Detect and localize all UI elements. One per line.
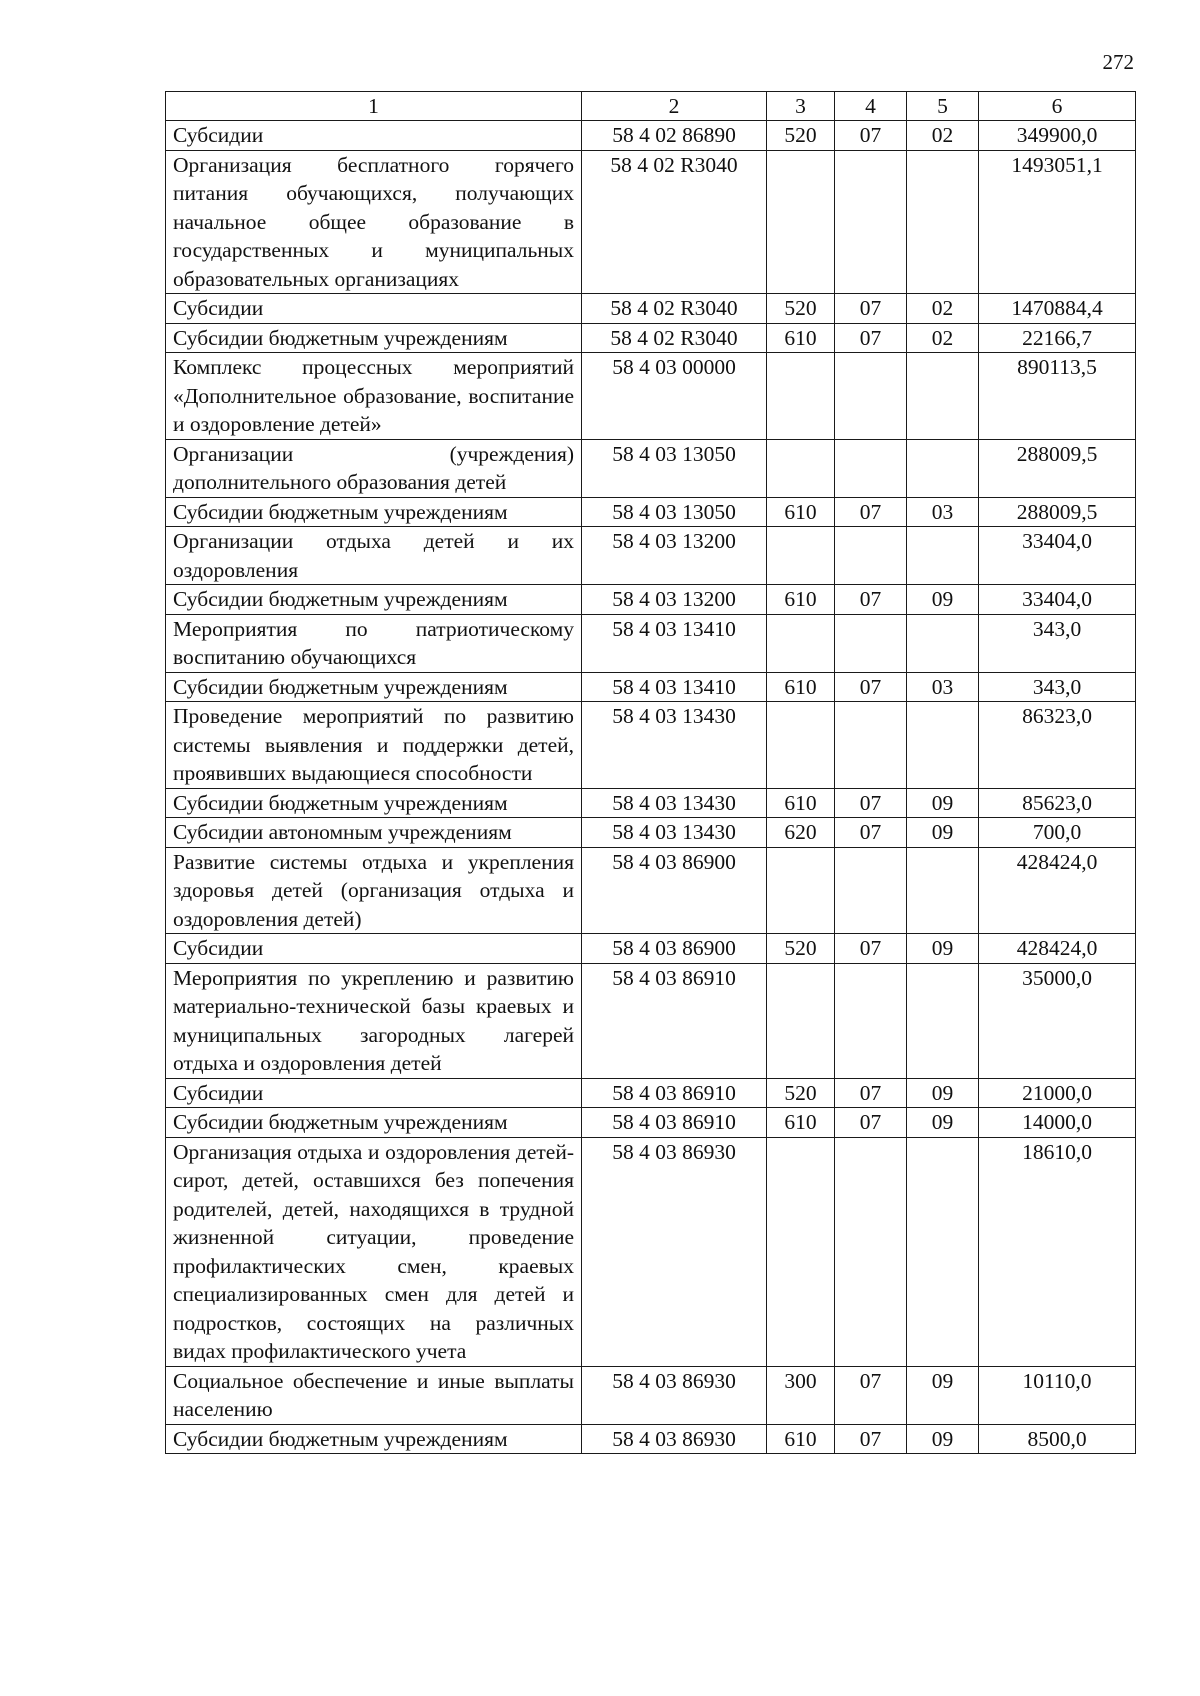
row-expense-type xyxy=(767,963,835,1078)
table-row xyxy=(166,1137,1136,1366)
row-subsection: 02 xyxy=(907,294,979,324)
row-subsection: 09 xyxy=(907,1424,979,1454)
row-name: Субсидии бюджетным учреждениям xyxy=(166,585,582,615)
row-code: 58 4 02 R3040 xyxy=(582,323,767,353)
row-expense-type xyxy=(767,702,835,789)
row-name: Субсидии xyxy=(166,294,582,324)
row-section xyxy=(835,702,907,789)
row-code: 58 4 03 13430 xyxy=(582,702,767,789)
row-subsection: 09 xyxy=(907,1366,979,1424)
row-section xyxy=(835,847,907,934)
row-section: 07 xyxy=(835,1424,907,1454)
row-amount: 343,0 xyxy=(979,614,1136,672)
table-row xyxy=(166,1366,1136,1424)
row-expense-type xyxy=(767,353,835,440)
row-subsection xyxy=(907,702,979,789)
row-code: 58 4 02 R3040 xyxy=(582,294,767,324)
table-row xyxy=(166,294,1136,324)
row-name: Мероприятия по патриотическому воспитанию обучающихся xyxy=(166,614,582,672)
row-code: 58 4 03 00000 xyxy=(582,353,767,440)
row-expense-type: 300 xyxy=(767,1366,835,1424)
row-subsection: 09 xyxy=(907,1108,979,1138)
row-expense-type xyxy=(767,614,835,672)
row-name: Субсидии xyxy=(166,121,582,151)
table-body xyxy=(166,121,1136,1454)
row-code: 58 4 03 86900 xyxy=(582,847,767,934)
row-name: Организация отдыха и оздоровления детей-сирот, детей, оставшихся без попечения родителей, детей, находящихся в трудной жизненной ситуации, проведение профилактических смен, краевых специализированных смен для детей и подростков, состоящих на различных видах профилактического учета xyxy=(166,1137,582,1366)
column-header: 6 xyxy=(979,92,1136,121)
row-name: Развитие системы отдыха и укрепления здоровья детей (организация отдыха и оздоровления детей) xyxy=(166,847,582,934)
row-code: 58 4 03 86930 xyxy=(582,1366,767,1424)
row-subsection: 02 xyxy=(907,323,979,353)
row-name: Субсидии xyxy=(166,934,582,964)
row-code: 58 4 03 13410 xyxy=(582,672,767,702)
row-code: 58 4 03 13430 xyxy=(582,818,767,848)
row-name: Организации (учреждения) дополнительного образования детей xyxy=(166,439,582,497)
row-section xyxy=(835,353,907,440)
row-subsection: 09 xyxy=(907,788,979,818)
row-code: 58 4 03 86910 xyxy=(582,1078,767,1108)
row-subsection: 09 xyxy=(907,934,979,964)
row-section: 07 xyxy=(835,323,907,353)
table-row xyxy=(166,439,1136,497)
row-amount: 33404,0 xyxy=(979,527,1136,585)
table-row xyxy=(166,121,1136,151)
row-amount: 8500,0 xyxy=(979,1424,1136,1454)
column-header: 5 xyxy=(907,92,979,121)
row-code: 58 4 02 86890 xyxy=(582,121,767,151)
table-row xyxy=(166,497,1136,527)
column-header: 2 xyxy=(582,92,767,121)
row-subsection xyxy=(907,1137,979,1366)
row-subsection xyxy=(907,847,979,934)
row-subsection xyxy=(907,353,979,440)
row-name: Субсидии бюджетным учреждениям xyxy=(166,1424,582,1454)
row-subsection: 09 xyxy=(907,818,979,848)
row-section xyxy=(835,614,907,672)
row-subsection xyxy=(907,614,979,672)
row-name: Субсидии бюджетным учреждениям xyxy=(166,1108,582,1138)
row-expense-type xyxy=(767,439,835,497)
row-code: 58 4 03 13200 xyxy=(582,585,767,615)
row-amount: 288009,5 xyxy=(979,439,1136,497)
row-section: 07 xyxy=(835,788,907,818)
row-code: 58 4 03 13430 xyxy=(582,788,767,818)
row-code: 58 4 03 86930 xyxy=(582,1424,767,1454)
row-code: 58 4 03 86900 xyxy=(582,934,767,964)
row-name: Организация бесплатного горячего питания обучающихся, получающих начальное общее образование в государственных и муниципальных образовательных организациях xyxy=(166,150,582,294)
row-amount: 35000,0 xyxy=(979,963,1136,1078)
row-amount: 85623,0 xyxy=(979,788,1136,818)
row-section xyxy=(835,1137,907,1366)
row-code: 58 4 03 13200 xyxy=(582,527,767,585)
row-name: Мероприятия по укреплению и развитию материально-технической базы краевых и муниципальных загородных лагерей отдыха и оздоровления детей xyxy=(166,963,582,1078)
row-amount: 18610,0 xyxy=(979,1137,1136,1366)
row-name: Комплекс процессных мероприятий «Дополнительное образование, воспитание и оздоровление детей» xyxy=(166,353,582,440)
column-header: 4 xyxy=(835,92,907,121)
row-code: 58 4 03 86910 xyxy=(582,963,767,1078)
row-section xyxy=(835,150,907,294)
row-expense-type xyxy=(767,527,835,585)
table-row xyxy=(166,788,1136,818)
table-row xyxy=(166,1078,1136,1108)
table-row xyxy=(166,818,1136,848)
table-row xyxy=(166,323,1136,353)
row-name: Субсидии xyxy=(166,1078,582,1108)
row-amount: 288009,5 xyxy=(979,497,1136,527)
row-expense-type: 610 xyxy=(767,1424,835,1454)
row-subsection: 09 xyxy=(907,1078,979,1108)
row-subsection: 03 xyxy=(907,497,979,527)
row-code: 58 4 03 86910 xyxy=(582,1108,767,1138)
row-amount: 21000,0 xyxy=(979,1078,1136,1108)
row-name: Субсидии автономным учреждениям xyxy=(166,818,582,848)
row-name: Субсидии бюджетным учреждениям xyxy=(166,497,582,527)
table-row xyxy=(166,614,1136,672)
table-row xyxy=(166,527,1136,585)
row-code: 58 4 02 R3040 xyxy=(582,150,767,294)
row-expense-type: 620 xyxy=(767,818,835,848)
row-expense-type: 610 xyxy=(767,323,835,353)
row-expense-type: 520 xyxy=(767,294,835,324)
row-amount: 86323,0 xyxy=(979,702,1136,789)
row-amount: 890113,5 xyxy=(979,353,1136,440)
table-row xyxy=(166,585,1136,615)
row-section: 07 xyxy=(835,1366,907,1424)
row-subsection: 09 xyxy=(907,585,979,615)
row-expense-type: 520 xyxy=(767,1078,835,1108)
row-section: 07 xyxy=(835,1078,907,1108)
row-subsection: 02 xyxy=(907,121,979,151)
row-amount: 1493051,1 xyxy=(979,150,1136,294)
row-amount: 428424,0 xyxy=(979,847,1136,934)
column-header: 1 xyxy=(166,92,582,121)
row-section: 07 xyxy=(835,497,907,527)
budget-table xyxy=(165,91,1136,1454)
row-amount: 1470884,4 xyxy=(979,294,1136,324)
row-expense-type xyxy=(767,847,835,934)
row-name: Субсидии бюджетным учреждениям xyxy=(166,788,582,818)
row-expense-type: 610 xyxy=(767,788,835,818)
table-row xyxy=(166,150,1136,294)
row-subsection xyxy=(907,963,979,1078)
table-row xyxy=(166,847,1136,934)
row-amount: 14000,0 xyxy=(979,1108,1136,1138)
row-expense-type xyxy=(767,1137,835,1366)
row-expense-type: 610 xyxy=(767,1108,835,1138)
row-code: 58 4 03 13050 xyxy=(582,497,767,527)
row-amount: 349900,0 xyxy=(979,121,1136,151)
table-row xyxy=(166,1424,1136,1454)
row-amount: 343,0 xyxy=(979,672,1136,702)
row-subsection: 03 xyxy=(907,672,979,702)
row-expense-type: 610 xyxy=(767,585,835,615)
row-section xyxy=(835,527,907,585)
page-number: 272 xyxy=(1102,50,1134,74)
row-section: 07 xyxy=(835,294,907,324)
row-subsection xyxy=(907,150,979,294)
table-row xyxy=(166,934,1136,964)
row-subsection xyxy=(907,439,979,497)
row-section xyxy=(835,439,907,497)
row-amount: 700,0 xyxy=(979,818,1136,848)
row-code: 58 4 03 13410 xyxy=(582,614,767,672)
row-section: 07 xyxy=(835,121,907,151)
row-code: 58 4 03 13050 xyxy=(582,439,767,497)
row-amount: 22166,7 xyxy=(979,323,1136,353)
row-code: 58 4 03 86930 xyxy=(582,1137,767,1366)
table-row xyxy=(166,353,1136,440)
row-name: Организации отдыха детей и их оздоровления xyxy=(166,527,582,585)
row-section: 07 xyxy=(835,818,907,848)
row-name: Субсидии бюджетным учреждениям xyxy=(166,323,582,353)
row-amount: 10110,0 xyxy=(979,1366,1136,1424)
row-section: 07 xyxy=(835,934,907,964)
row-amount: 428424,0 xyxy=(979,934,1136,964)
table-header xyxy=(166,92,1136,121)
row-expense-type: 610 xyxy=(767,497,835,527)
row-name: Проведение мероприятий по развитию системы выявления и поддержки детей, проявивших выдающиеся способности xyxy=(166,702,582,789)
table-row xyxy=(166,672,1136,702)
row-section: 07 xyxy=(835,585,907,615)
row-section xyxy=(835,963,907,1078)
row-name: Социальное обеспечение и иные выплаты населению xyxy=(166,1366,582,1424)
table-row xyxy=(166,1108,1136,1138)
row-name: Субсидии бюджетным учреждениям xyxy=(166,672,582,702)
row-expense-type: 520 xyxy=(767,934,835,964)
header-row xyxy=(166,92,1136,121)
row-expense-type: 520 xyxy=(767,121,835,151)
row-expense-type xyxy=(767,150,835,294)
row-section: 07 xyxy=(835,1108,907,1138)
table-row xyxy=(166,702,1136,789)
table-row xyxy=(166,963,1136,1078)
column-header: 3 xyxy=(767,92,835,121)
row-expense-type: 610 xyxy=(767,672,835,702)
row-subsection xyxy=(907,527,979,585)
row-section: 07 xyxy=(835,672,907,702)
row-amount: 33404,0 xyxy=(979,585,1136,615)
